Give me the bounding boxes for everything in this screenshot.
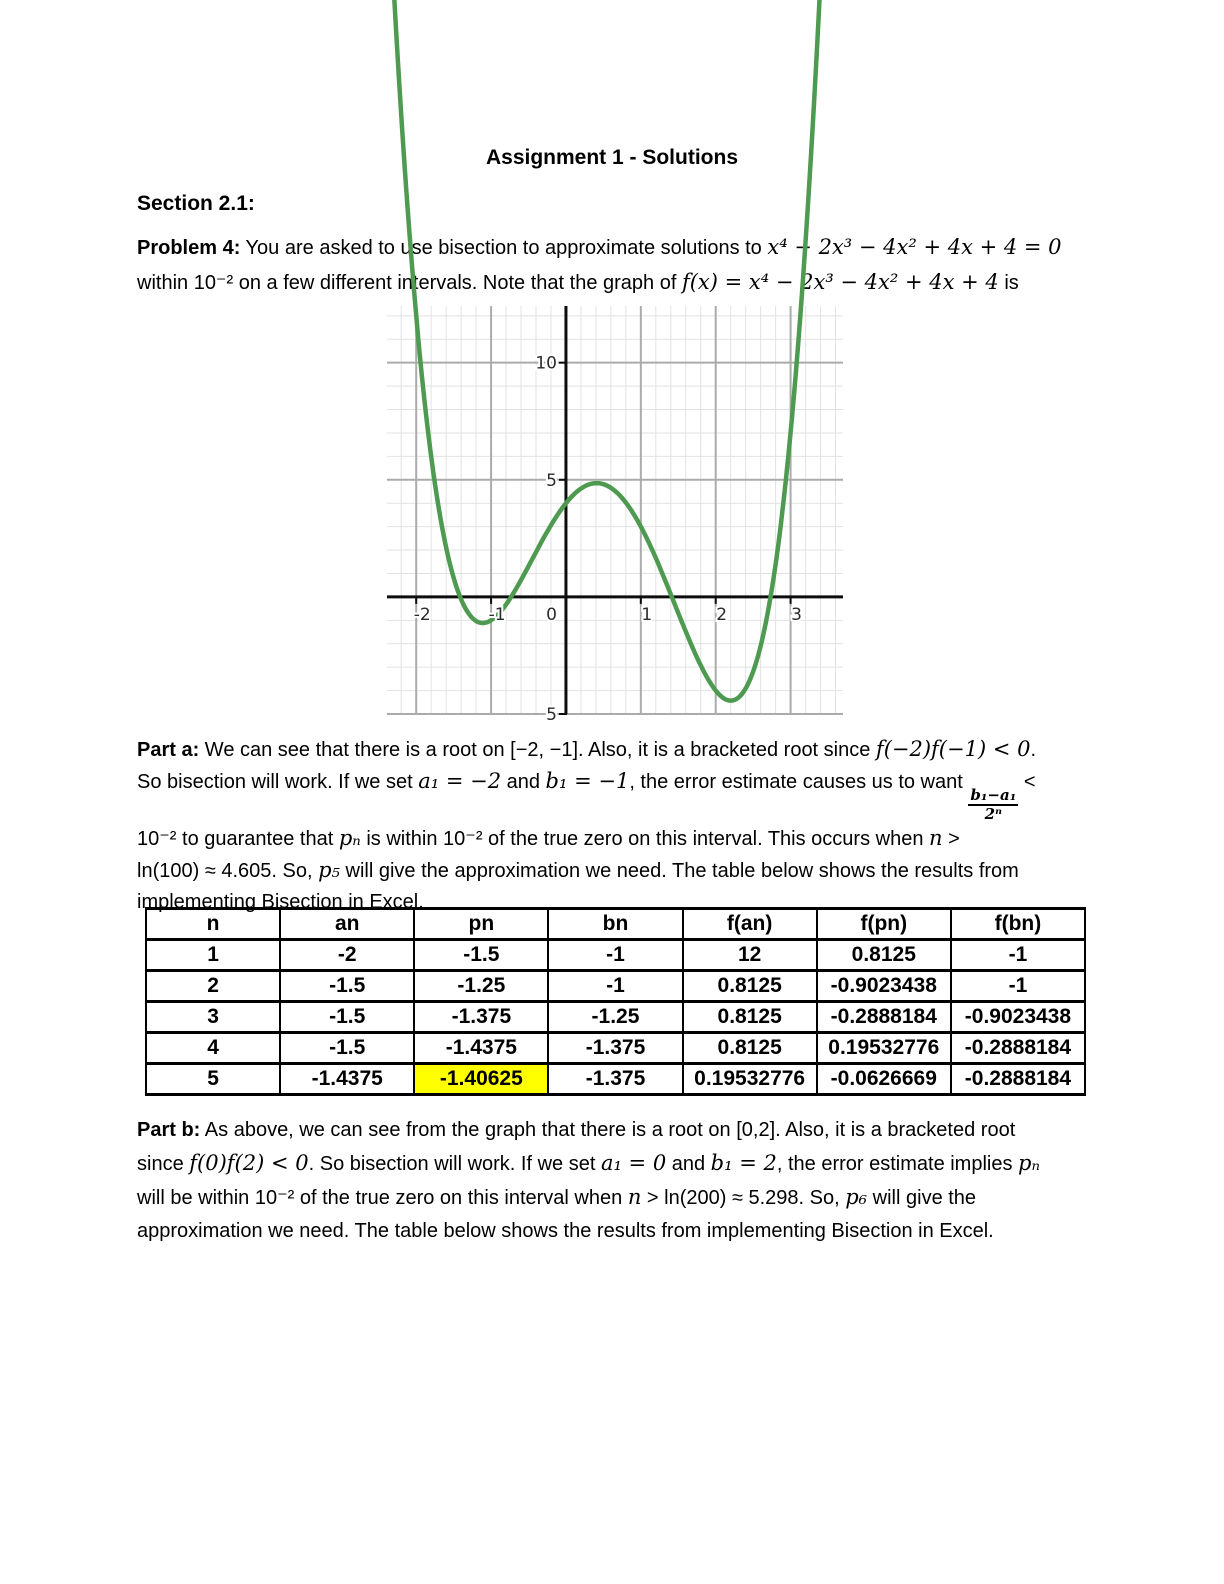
text-line [137,1181,1102,1215]
x-axis-tick-label: -1 [488,604,506,625]
text-run: within 10⁻² on a few different intervals. Note that the graph of [137,272,682,294]
math-expression: f(−2)f(−1) < 0 [875,737,1031,761]
math-expression: pₙ [338,825,361,850]
column-header-an: an [280,909,414,940]
cell-f(bn)-row4: -0.2888184 [951,1033,1085,1064]
function-graph [387,306,843,725]
math-expression: a₁ = −2 [418,769,502,793]
table-row [146,1033,1085,1064]
text-line [137,855,1102,887]
text-run: and [501,771,546,793]
cell-pn-row4: -1.4375 [414,1033,548,1064]
section-heading: Section 2.1: [137,192,255,215]
table-row [146,940,1085,971]
text-run: We can see that there is a root on [−2, −1]. Also, it is a bracketed root since [199,739,876,761]
y-axis-tick-label: 5 [546,705,557,725]
document-title: Assignment 1 - Solutions [485,146,739,169]
text-run: since [137,1153,190,1175]
cell-n-row1: 1 [146,940,280,971]
text-run: will give the approximation we need. The table below shows the results from [339,859,1019,882]
text-run: will be within 10⁻² of the true zero on this interval when [137,1187,628,1209]
cell-bn-row3: -1.25 [548,1002,682,1033]
text-line [137,734,1102,766]
text-run: ln(100) ≈ 4.605. So, [137,859,319,882]
table-row [146,971,1085,1002]
text-line [137,823,1102,855]
cell-an-row5: -1.4375 [280,1064,414,1095]
text-run: > ln(200) ≈ 5.298. So, [641,1187,846,1209]
bold-label: Problem 4: [137,237,241,259]
cell-an-row4: -1.5 [280,1033,414,1064]
cell-bn-row5: -1.375 [548,1064,682,1095]
text-run: implementing Bisection in Excel. [137,890,424,913]
cell-bn-row1: -1 [548,940,682,971]
text-run: < [1018,771,1036,793]
cell-f(an)-row3: 0.8125 [683,1002,817,1033]
math-expression: n [627,1185,642,1209]
table-row [146,1064,1085,1095]
text-run: . So bisection will work. If we set [308,1153,601,1175]
text-run: So bisection will work. If we set [137,771,419,793]
text-run: , the error estimate causes us to want [629,771,969,793]
cell-f(an)-row5: 0.19532776 [683,1064,817,1095]
cell-pn-row2: -1.25 [414,971,548,1002]
part-b-paragraph [137,1114,1102,1248]
column-header-pn: pn [414,909,548,940]
text-line [137,1114,1102,1147]
math-expression: f(x) = x⁴ − 2x³ − 4x² + 4x + 4 [681,270,999,294]
cell-f(pn)-row1: 0.8125 [817,940,951,971]
bold-label: Part a: [137,739,200,761]
x-axis-tick-label: -2 [413,604,431,625]
cell-an-row3: -1.5 [280,1002,414,1033]
cell-pn-row3: -1.375 [414,1002,548,1033]
text-line [137,1147,1102,1181]
cell-f(pn)-row5: -0.0626669 [817,1064,951,1095]
cell-bn-row2: -1 [548,971,682,1002]
cell-f(bn)-row2: -1 [951,971,1085,1002]
text-run: As above, we can see from the graph that there is a root on [0,2]. Also, it is a bracketed root [200,1119,1016,1141]
header-row [146,909,1085,940]
math-expression: p₆ [845,1185,868,1209]
text-run: will give the [867,1187,977,1209]
cell-pn-row1: -1.5 [414,940,548,971]
text-run: and [666,1153,711,1175]
column-header-bn: bn [548,909,682,940]
text-run: approximation we need. The table below shows the results from implementing Bisection in Excel. [137,1220,994,1242]
cell-f(bn)-row5: -0.2888184 [951,1064,1085,1095]
cell-f(an)-row1: 12 [683,940,817,971]
math-expression: f(0)f(2) < 0 [189,1151,309,1175]
cell-f(pn)-row2: -0.9023438 [817,971,951,1002]
math-expression: b₁ = −1 [545,769,630,793]
text-run: is [998,272,1019,294]
fraction [968,788,1018,823]
cell-an-row1: -2 [280,940,414,971]
highlighted-cell: -1.40625 [414,1064,548,1095]
math-expression: n [929,825,943,850]
cell-f(pn)-row3: -0.2888184 [817,1002,951,1033]
math-expression: p₅ [318,857,340,882]
cell-f(an)-row4: 0.8125 [683,1033,817,1064]
bisection-table [145,907,1086,1096]
fraction-denominator: 2ⁿ [984,804,1002,823]
cell-n-row2: 2 [146,971,280,1002]
x-axis-tick-label: 0 [546,604,557,625]
x-axis-tick-label: 3 [791,604,803,625]
text-line [137,766,1102,823]
text-line [137,265,1102,300]
text-run: . [1030,739,1037,761]
cell-bn-row4: -1.375 [548,1033,682,1064]
y-axis-tick-label: 10 [535,353,557,374]
cell-f(bn)-row1: -1 [951,940,1085,971]
fraction-numerator: b₁−a₁ [970,786,1017,804]
cell-f(pn)-row4: 0.19532776 [817,1033,951,1064]
problem-4-paragraph [137,230,1102,300]
cell-f(an)-row2: 0.8125 [683,971,817,1002]
cell-n-row5: 5 [146,1064,280,1095]
text-run: 10⁻² to guarantee that [137,827,339,850]
text-run: > [942,827,960,850]
text-run: , the error estimate implies [776,1153,1019,1175]
math-expression: pₙ [1018,1151,1041,1175]
cell-f(bn)-row3: -0.9023438 [951,1002,1085,1033]
cell-n-row3: 3 [146,1002,280,1033]
table-row [146,1002,1085,1033]
column-header-f(an): f(an) [683,909,817,940]
y-axis-tick-label: 5 [546,470,557,491]
text-run: You are asked to use bisection to approximate solutions to [240,237,768,259]
math-expression: x⁴ − 2x³ − 4x² + 4x + 4 = 0 [767,235,1062,259]
x-axis-tick-label: 2 [716,604,728,625]
x-axis-tick-label: 1 [641,604,653,625]
part-a-paragraph [137,734,1102,918]
column-header-n: n [146,909,280,940]
column-header-f(pn): f(pn) [817,909,951,940]
bold-label: Part b: [137,1119,201,1141]
text-line [137,1215,1102,1248]
cell-n-row4: 4 [146,1033,280,1064]
math-expression: a₁ = 0 [600,1151,667,1175]
text-line [137,230,1102,265]
cell-an-row2: -1.5 [280,971,414,1002]
text-run: is within 10⁻² of the true zero on this interval. This occurs when [360,827,930,850]
math-expression: b₁ = 2 [710,1151,777,1175]
column-header-f(bn): f(bn) [951,909,1085,940]
